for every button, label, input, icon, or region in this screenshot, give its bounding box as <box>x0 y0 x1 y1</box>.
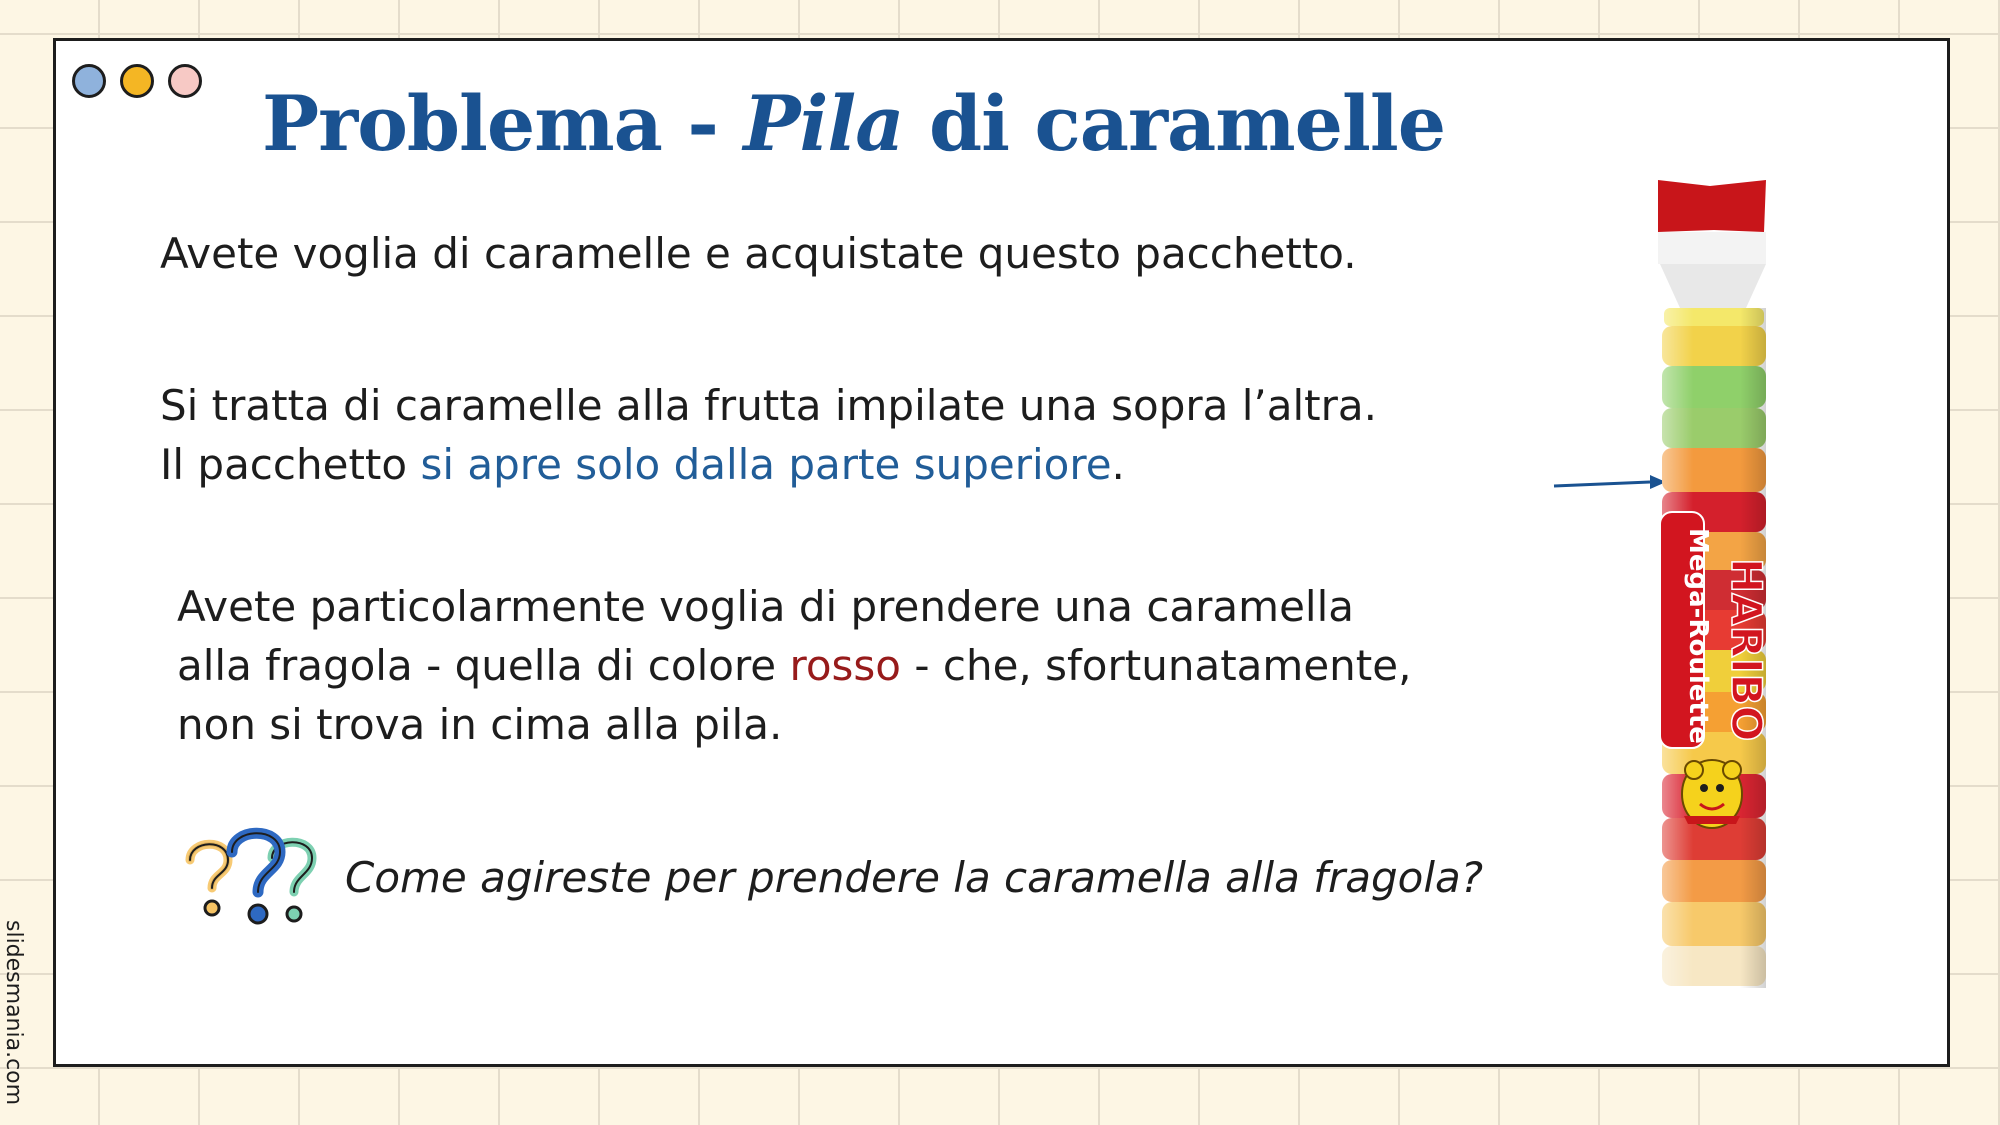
paragraph-stack-line2-pre: Il pacchetto <box>160 440 421 489</box>
paragraph-stack-line1: Si tratta di caramelle alla frutta impilate una sopra l’altra. <box>160 381 1377 430</box>
paragraph-strawberry-line3: non si trova in cima alla pila. <box>177 700 783 749</box>
paragraph-stack <box>160 376 1377 494</box>
highlight-red: rosso <box>789 641 902 690</box>
candy-pack-product: Mega-Roulette <box>1683 528 1713 744</box>
window-dots <box>72 64 202 98</box>
paragraph-stack-line2-post: . <box>1111 440 1125 489</box>
page-title <box>262 79 1446 168</box>
credit-text: slidesmania.com <box>1 920 26 1106</box>
paragraph-strawberry <box>177 577 1411 754</box>
question-text: Come agireste per prendere la caramella alla fragola? <box>345 853 1484 902</box>
highlight-opens-top: si apre solo dalla parte superiore <box>420 440 1112 489</box>
paragraph-strawberry-line2-post: - che, sfortunatamente, <box>901 641 1412 690</box>
paragraph-strawberry-line2-pre: alla fragola - quella di colore <box>177 641 790 690</box>
paragraph-intro: Avete voglia di caramelle e acquistate questo pacchetto. <box>160 229 1357 278</box>
question-marks-icon <box>180 822 326 932</box>
candy-pack-brand: HARIBO <box>1722 558 1771 742</box>
title-part2: Pila <box>743 79 904 168</box>
dot-pink <box>168 64 202 98</box>
candy-pack-image <box>1654 176 1776 1000</box>
gold-bear-icon <box>1682 760 1742 828</box>
title-part3: di caramelle <box>903 79 1446 168</box>
dot-yellow <box>120 64 154 98</box>
dot-blue <box>72 64 106 98</box>
title-part1: Problema - <box>262 79 744 168</box>
paragraph-strawberry-line1: Avete particolarmente voglia di prendere una caramella <box>177 582 1354 631</box>
arrow-to-red-candy <box>1550 470 1670 500</box>
